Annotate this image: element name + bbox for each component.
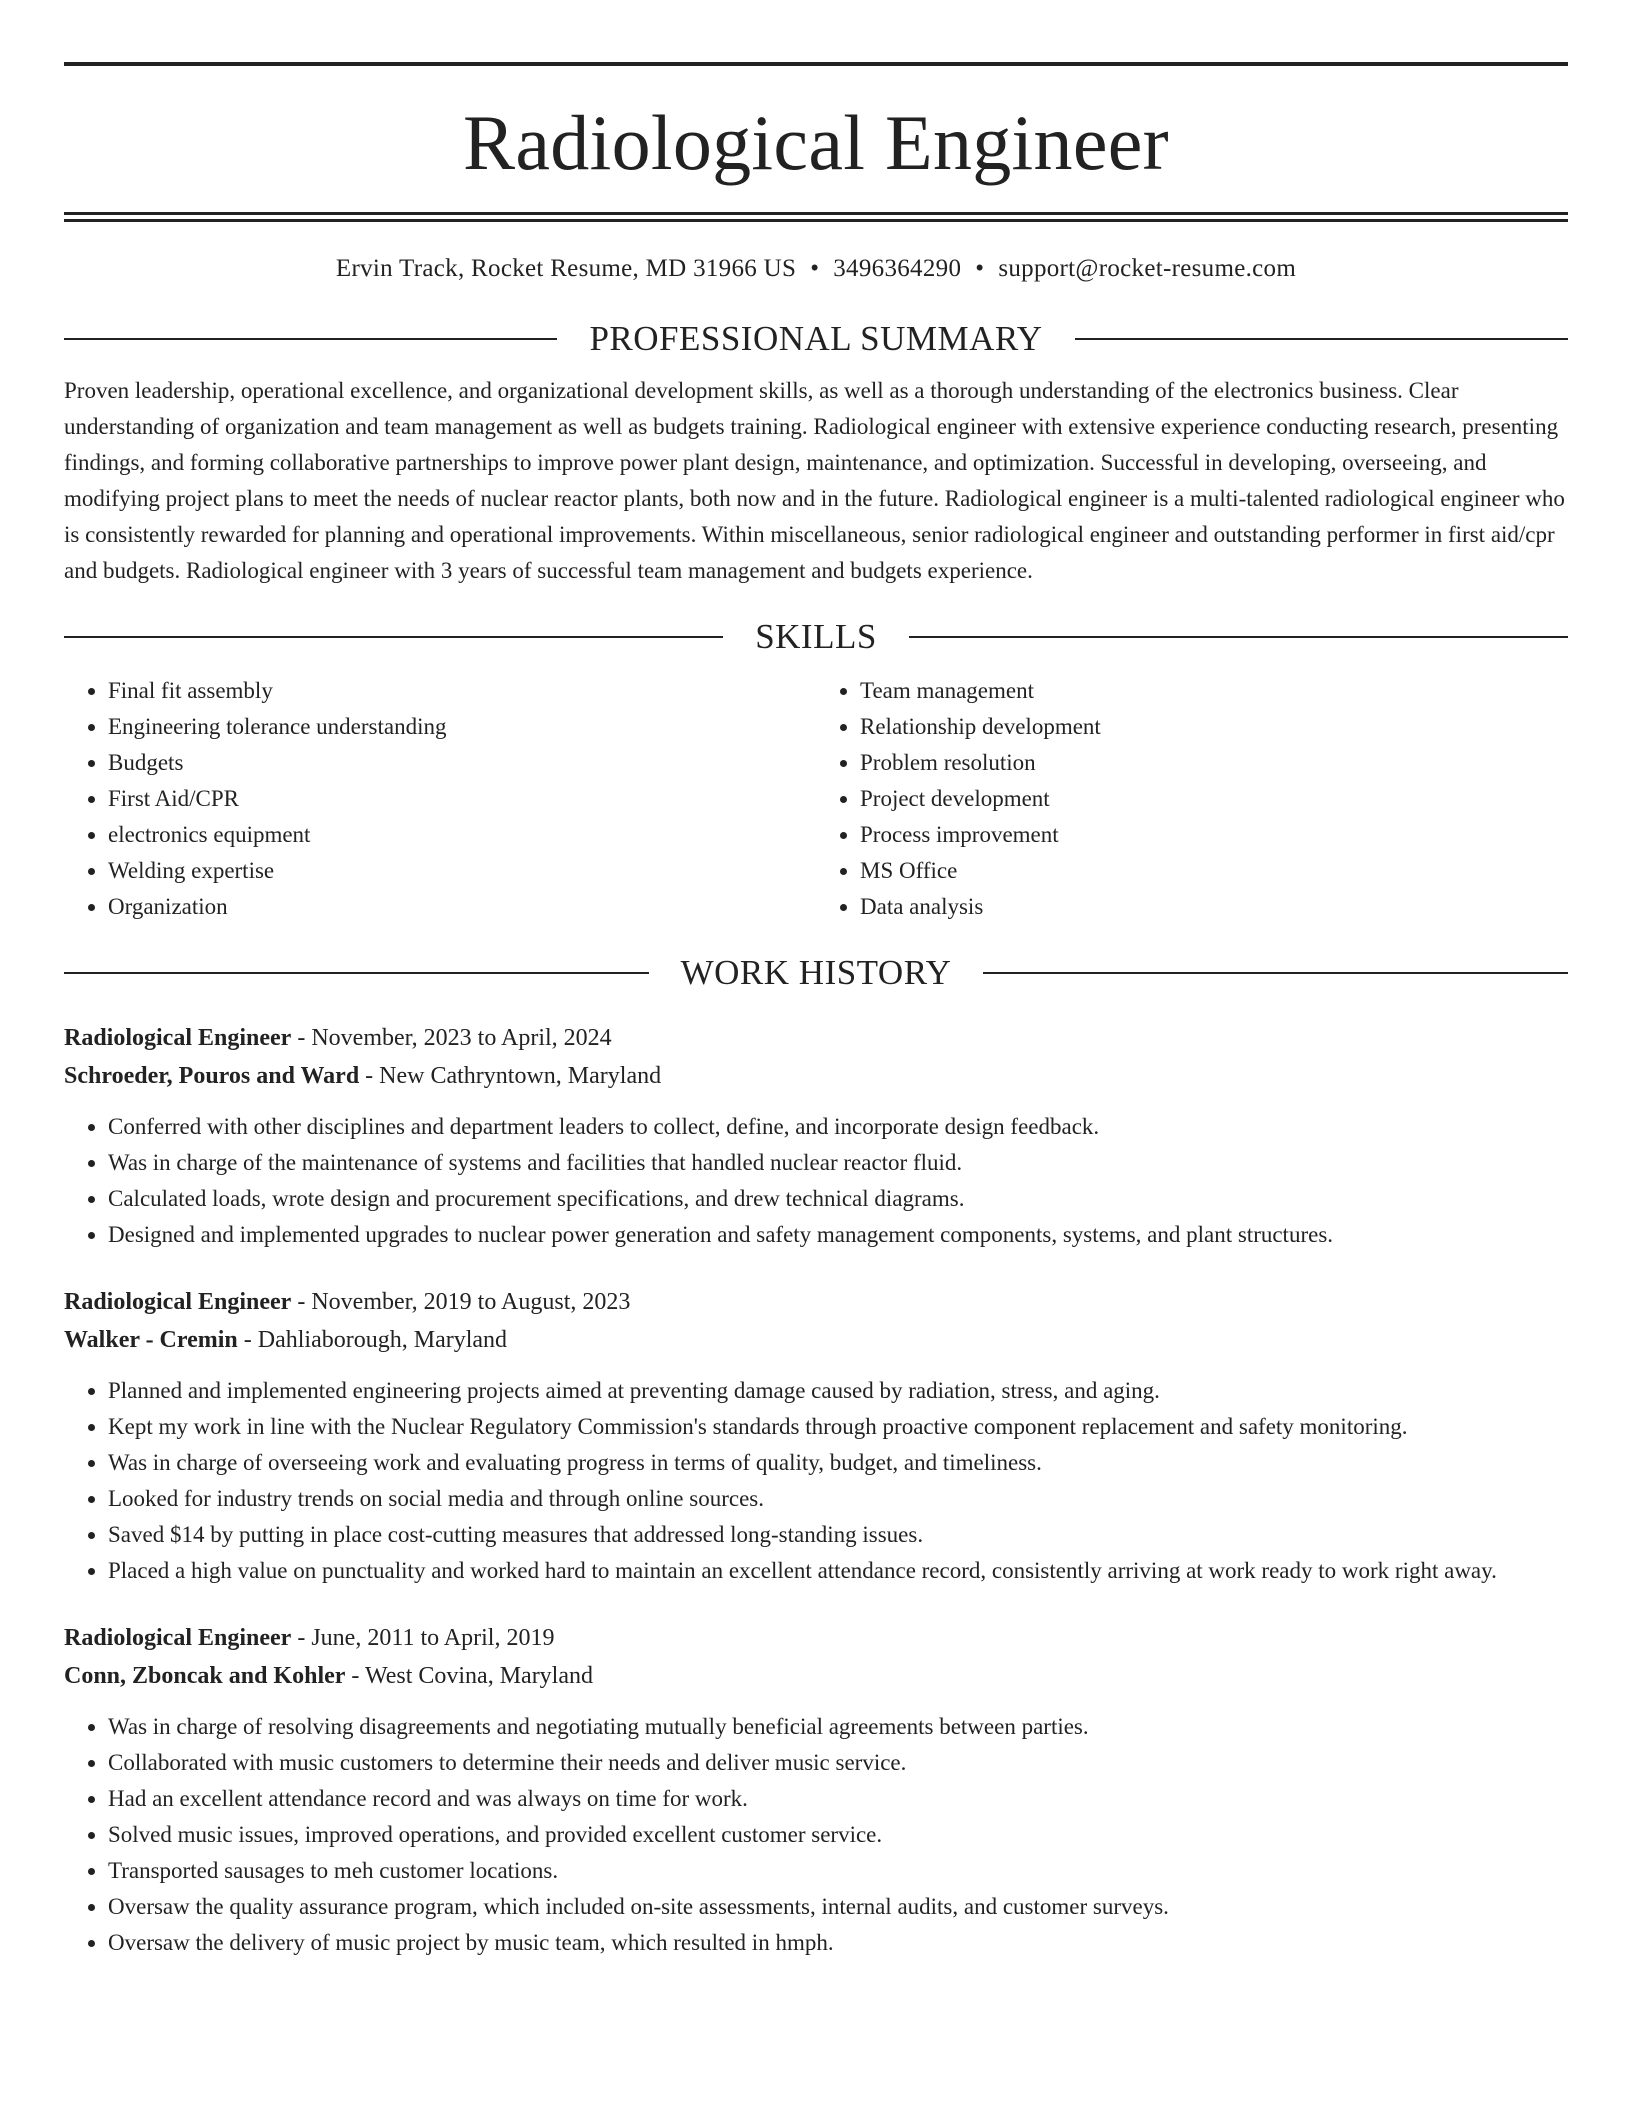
contact-email: support@rocket-resume.com [998,255,1297,282]
contact-phone: 3496364290 [833,255,962,282]
skill-item: • Team management [860,673,1568,709]
job-bullet: • Had an excellent attendance record and was always on time for work. [108,1781,1568,1817]
skills-columns [64,673,1568,925]
job-bullet: • Was in charge of the maintenance of systems and facilities that handled nuclear reactor fluid. [108,1145,1568,1181]
job-entry [64,1619,1568,1961]
job-dates: - November, 2019 to August, 2023 [291,1289,631,1315]
job-title: Radiological Engineer [64,1289,292,1315]
job-company-line [64,1321,1568,1359]
job-bullet: • Saved $14 by putting in place cost-cutting measures that addressed long-standing issues. [108,1517,1568,1553]
skills-list-left [64,673,816,925]
heading-rule-right [983,972,1568,974]
heading-rule-right [909,636,1568,638]
job-title-line [64,1283,1568,1321]
job-title-line [64,1019,1568,1057]
skill-item: • Data analysis [860,889,1568,925]
job-bullet: • Oversaw the delivery of music project by music team, which resulted in hmph. [108,1925,1568,1961]
job-dates: - November, 2023 to April, 2024 [291,1025,612,1051]
job-company: Walker - Cremin [64,1327,238,1353]
job-bullet: • Kept my work in line with the Nuclear Regulatory Commission's standards through proactive component replacement and safety monitoring. [108,1409,1568,1445]
job-bullet: • Designed and implemented upgrades to nuclear power generation and safety management components, systems, and plant structures. [108,1217,1568,1253]
job-bullet: • Planned and implemented engineering projects aimed at preventing damage caused by radiation, stress, and aging. [108,1373,1568,1409]
job-location: - West Covina, Maryland [345,1663,594,1689]
job-bullet: • Conferred with other disciplines and department leaders to collect, define, and incorporate design feedback. [108,1109,1568,1145]
skills-list-right [816,673,1568,925]
job-location: - Dahliaborough, Maryland [237,1327,508,1353]
job-title-line [64,1619,1568,1657]
skill-item: • Engineering tolerance understanding [108,709,816,745]
skill-item: • Project development [860,781,1568,817]
summary-paragraph: Proven leadership, operational excellence, and organizational development skills, as well as a thorough understanding of the electronics business. Clear understanding of organization and team management as well as budgets training. Radiological engineer with extensive experience conducting research, presenting findings, and forming collaborative partnerships to improve power plant design, maintenance, and optimization. Successful in developing, overseeing, and modifying project plans to meet the needs of nuclear reactor plants, both now and in the future. Radiological engineer is a multi-talented radiological engineer who is consistently rewarded for planning and operational improvements. Within miscellaneous, senior radiological engineer and outstanding performer in first aid/cpr and budgets. Radiological engineer with 3 years of successful team management and budgets experience. [64,378,1565,583]
resume-title: Radiological Engineer [463,99,1169,186]
skill-item: • electronics equipment [108,817,816,853]
job-company-line [64,1057,1568,1095]
skill-item: • First Aid/CPR [108,781,816,817]
skill-item: • Problem resolution [860,745,1568,781]
skill-item: • Budgets [108,745,816,781]
job-bullets [64,1109,1568,1253]
job-bullet: • Oversaw the quality assurance program, which included on-site assessments, internal audits, and customer surveys. [108,1889,1568,1925]
job-title: Radiological Engineer [64,1025,292,1051]
header-bottom-rule [64,212,1568,222]
job-bullets [64,1373,1568,1589]
job-company: Schroeder, Pouros and Ward [64,1063,360,1089]
skill-item: • MS Office [860,853,1568,889]
work-history-heading-text: WORK HISTORY [680,953,952,992]
job-bullet: • Was in charge of resolving disagreements and negotiating mutually beneficial agreements between parties. [108,1709,1568,1745]
job-bullets [64,1709,1568,1961]
skill-item: • Process improvement [860,817,1568,853]
job-title: Radiological Engineer [64,1625,292,1651]
heading-rule-left [64,636,723,638]
job-bullet: • Collaborated with music customers to determine their needs and deliver music service. [108,1745,1568,1781]
contact-address: Ervin Track, Rocket Resume, MD 31966 US [335,255,797,282]
job-bullet: • Placed a high value on punctuality and worked hard to maintain an excellent attendance record, consistently arriving at work ready to work right away. [108,1553,1568,1589]
summary-heading [64,319,1568,359]
work-history-heading [64,953,1568,993]
contact-separator: • [975,255,985,282]
skills-heading [64,617,1568,657]
job-bullet: • Calculated loads, wrote design and procurement specifications, and drew technical diagrams. [108,1181,1568,1217]
contact-separator: • [810,255,820,282]
skill-item: • Relationship development [860,709,1568,745]
summary-heading-text: PROFESSIONAL SUMMARY [589,319,1043,358]
heading-rule-left [64,338,557,340]
skill-item: • Welding expertise [108,853,816,889]
job-bullet: • Looked for industry trends on social media and through online sources. [108,1481,1568,1517]
heading-rule-left [64,972,649,974]
job-bullet: • Solved music issues, improved operations, and provided excellent customer service. [108,1817,1568,1853]
job-company: Conn, Zboncak and Kohler [64,1663,346,1689]
job-dates: - June, 2011 to April, 2019 [291,1625,555,1651]
job-bullet: • Transported sausages to meh customer locations. [108,1853,1568,1889]
skill-item: • Final fit assembly [108,673,816,709]
job-entry [64,1019,1568,1253]
job-entry [64,1283,1568,1589]
job-location: - New Cathryntown, Maryland [359,1063,662,1089]
skill-item: • Organization [108,889,816,925]
contact-line [64,254,1568,284]
job-company-line [64,1657,1568,1695]
heading-rule-right [1075,338,1568,340]
job-bullet: • Was in charge of overseeing work and evaluating progress in terms of quality, budget, and timeliness. [108,1445,1568,1481]
skills-heading-text: SKILLS [755,617,877,656]
